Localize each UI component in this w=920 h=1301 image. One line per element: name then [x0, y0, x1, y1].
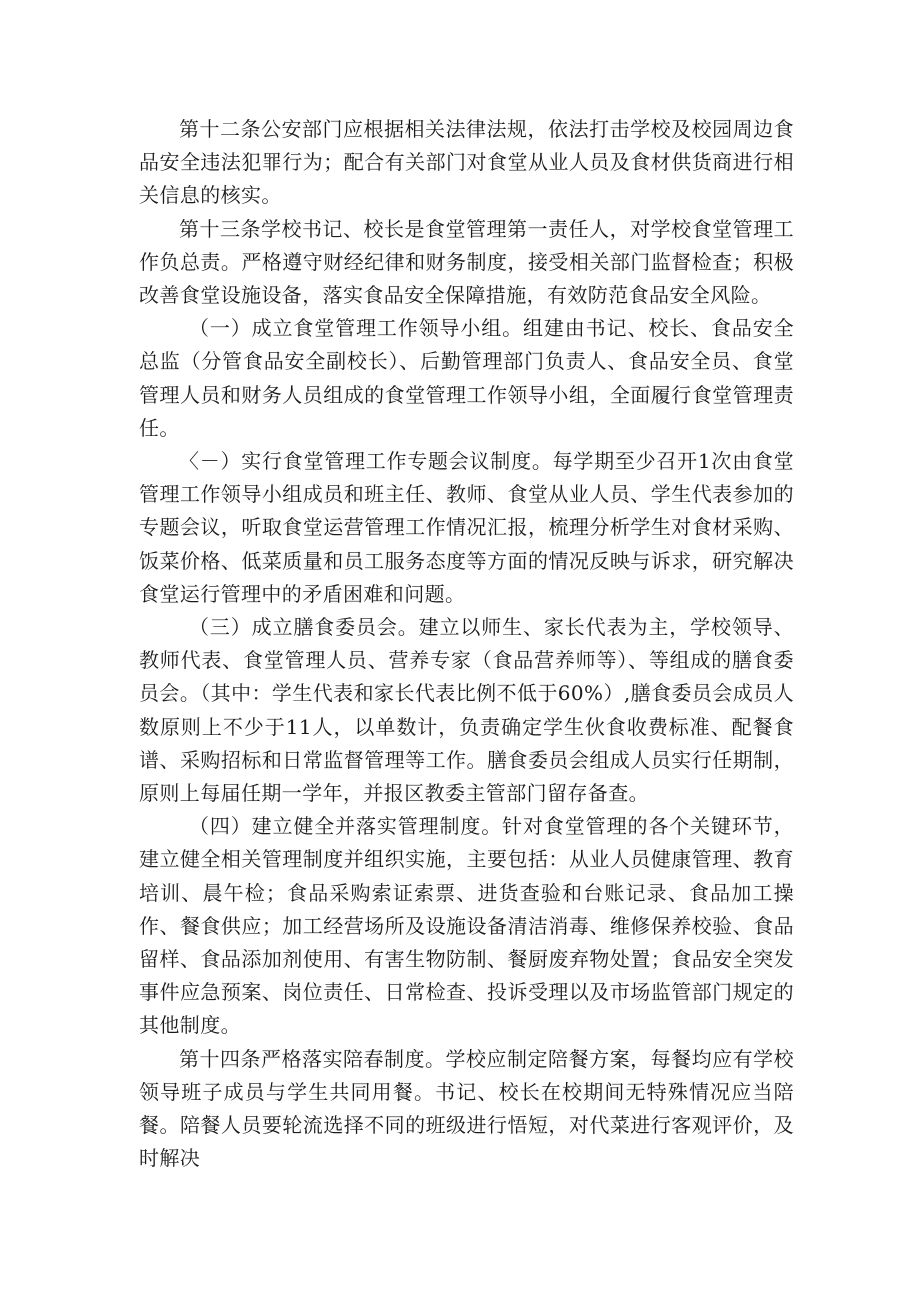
- article-12-paragraph: 第十二条公安部门应根据相关法律法规，依法打击学校及校园周边食品安全违法犯罪行为；配合有关部门对食堂从业人员及食材供货商进行相关信息的核实。: [139, 117, 794, 208]
- article-13-paragraph: 第十三条学校书记、校长是食堂管理第一责任人，对学校食堂管理工作负总责。严格遵守财经纪律和财务制度，接受相关部门监督检查；积极改善食堂设施设备，落实食品安全保障措施，有效防范食品安全风险。: [139, 216, 794, 308]
- item-3-paragraph: （三）成立膳食委员会。建立以师生、家长代表为主，学校领导、教师代表、食堂管理人员、营养专家（食品营养师等）、等组成的膳食委员会。（其中：学生代表和家长代表比例不低于60%）,膳食委员会成员人数原则上不少于11人，以单数计，负责确定学生伙食收费标准、配餐食谱、采购招标和日常监督管理等工作。膳食委员会组成人员实行任期制，原则上每届任期一学年，并报区教委主管部门留存备查。: [139, 615, 794, 806]
- item-2-paragraph: 〈－）实行食堂管理工作专题会议制度。每学期至少召开1次由食堂管理工作领导小组成员和班主任、教师、食堂从业人员、学生代表参加的专题会议，听取食堂运营管理工作情况汇报，梳理分析学生对食材采购、饭菜价格、低菜质量和员工服务态度等方面的情况反映与诉求，研究解决食堂运行管理中的矛盾困难和问题。: [139, 449, 794, 606]
- article-14-paragraph: 第十四条严格落实陪春制度。学校应制定陪餐方案，每餐均应有学校领导班子成员与学生共同用餐。书记、校长在校期间无特殊情况应当陪餐。陪餐人员要轮流选择不同的班级进行悟短，对代菜进行客观评价，及时解决: [139, 1046, 794, 1171]
- document-page: [139, 113, 794, 1176]
- item-1-paragraph: （一）成立食堂管理工作领导小组。组建由书记、校长、食品安全总监（分管食品安全副校长）、后勤管理部门负责人、食品安全员、食堂管理人员和财务人员组成的食堂管理工作领导小组，全面履行食堂管理责任。: [139, 316, 794, 440]
- item-4-paragraph: （四）建立健全并落实管理制度。针对食堂管理的各个关键环节，建立健全相关管理制度并组织实施，主要包括：从业人员健康管理、教育培训、晨午检；食品采购索证索票、进货查验和台账记录、食品加工操作、餐食供应；加工经营场所及设施设备清洁消毒、维修保养校验、食品留样、食品添加剂使用、有害生物防制、餐厨废弃物处置；食品安全突发事件应急预案、岗位责任、日常检查、投诉受理以及市场监管部门规定的其他制度。: [139, 814, 794, 1038]
